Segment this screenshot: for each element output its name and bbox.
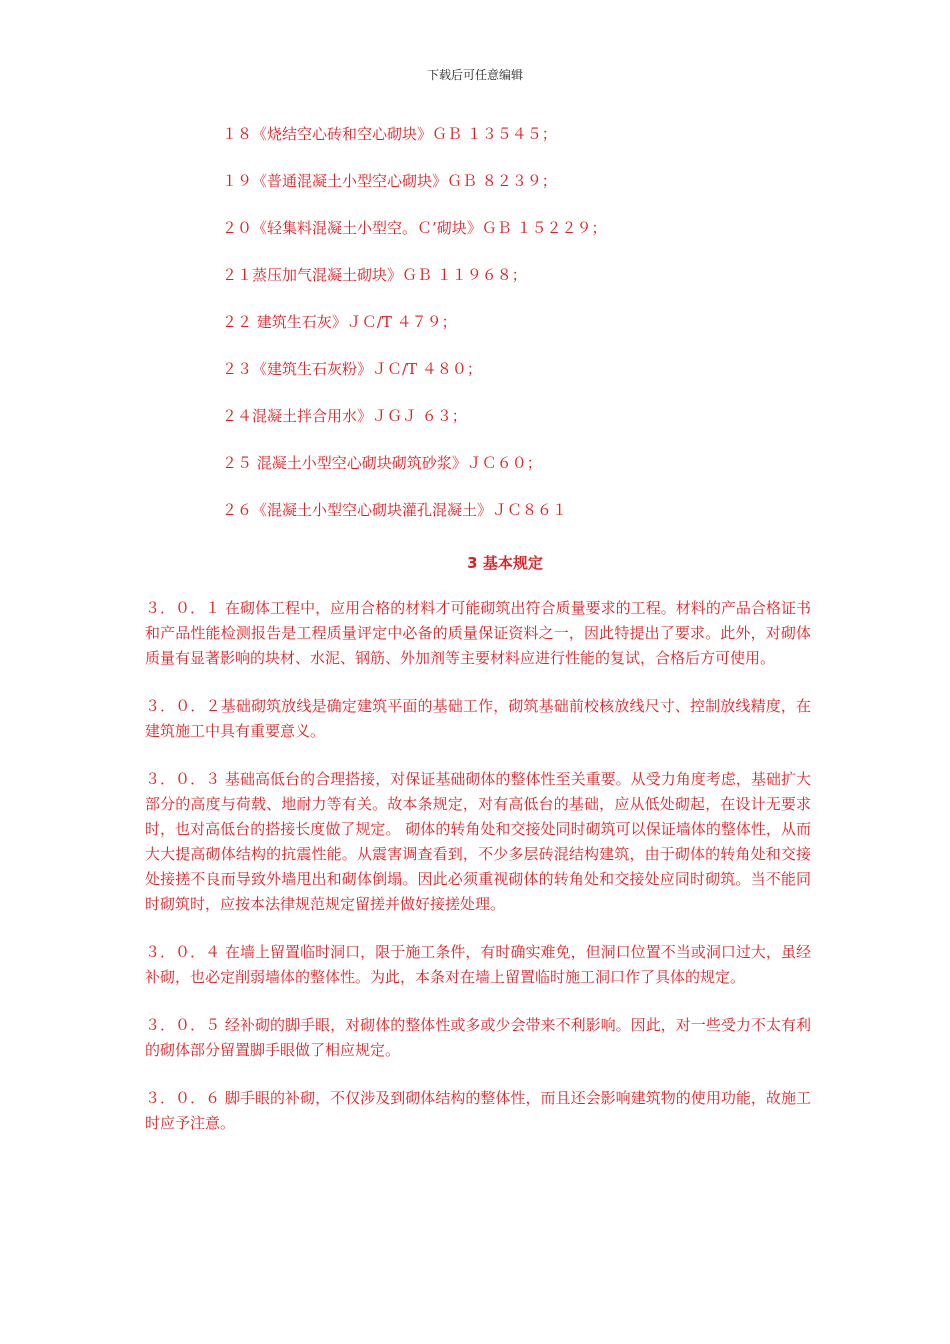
reference-item: ２０《轻集料混凝土小型空。Ｃ’砌块》ＧＢ １５２２９； [222, 219, 607, 237]
reference-item: ２５ 混凝土小型空心砌块砌筑砂浆》ＪＣ６０； [222, 454, 542, 472]
reference-item: ２３《建筑生石灰粉》ＪＣ/T ４８０； [222, 360, 482, 378]
clause-paragraph: ３．０．４ 在墙上留置临时洞口，限于施工条件，有时确实难免，但洞口位置不当或洞口过大，虽经补砌，也必定削弱墙体的整体性。为此，本条对在墙上留置临时施工洞口作了具体的规定。 [145, 943, 811, 986]
clause-list [145, 596, 811, 1159]
reference-item: ２２ 建筑生石灰》ＪＣ/T ４７９； [222, 313, 457, 331]
reference-item: ２１蒸压加气混凝土砌块》ＧＢ １１９６８； [222, 266, 527, 284]
clause-paragraph: ３．０．６ 脚手眼的补砌，不仅涉及到砌体结构的整体性，而且还会影响建筑物的使用功能，故施工时应予注意。 [145, 1089, 811, 1132]
reference-item: １８《烧结空心砖和空心砌块》ＧＢ １３５４５； [222, 125, 557, 143]
reference-standards-list [222, 124, 607, 547]
section-heading: 3 基本规定 [467, 554, 543, 572]
clause-paragraph: ３．０．１ 在砌体工程中，应用合格的材料才可能砌筑出符合质量要求的工程。材料的产品合格证书和产品性能检测报告是工程质量评定中必备的质量保证资料之一，因此特提出了要求。此外，对砌体质量有显著影响的块材、水泥、钢筋、外加剂等主要材料应进行性能的复试，合格后方可使用。 [145, 599, 811, 667]
clause-paragraph: ３．０．２基础砌筑放线是确定建筑平面的基础工作，砌筑基础前校核放线尺寸、控制放线精度，在建筑施工中具有重要意义。 [145, 697, 811, 740]
page-header-note: 下载后可任意编辑 [426, 68, 523, 82]
clause-paragraph: ３．０．５ 经补砌的脚手眼，对砌体的整体性或多或少会带来不利影响。因此，对一些受力不太有利的砌体部分留置脚手眼做了相应规定。 [145, 1016, 811, 1059]
clause-paragraph: ３．０．３ 基础高低台的合理搭接，对保证基础砌体的整体性至关重要。从受力角度考虑，基础扩大部分的高度与荷载、地耐力等有关。故本条规定，对有高低台的基础，应从低处砌起，在设计无要求时，也对高低台的搭接长度做了规定。 砌体的转角处和交接处同时砌筑可以保证墙体的整体性，从而大大提高砌体结构的抗震性能。从震害调查看到，不少多层砖混结构建筑，由于砌体的转角处和交接处接搓不良而导致外墙甩出和砌体倒塌。因此必须重视砌体的转角处和交接处应同时砌筑。当不能同时砌筑时，应按本法律规范规定留搓并做好接搓处理。 [145, 770, 811, 913]
reference-item: ２４混凝土拌合用水》ＪＧＪ ６３； [222, 407, 467, 425]
reference-item: ２６《混凝土小型空心砌块灌孔混凝土》ＪＣ８６１ [222, 501, 568, 519]
reference-item: １９《普通混凝土小型空心砌块》ＧＢ ８２３９； [222, 172, 557, 190]
